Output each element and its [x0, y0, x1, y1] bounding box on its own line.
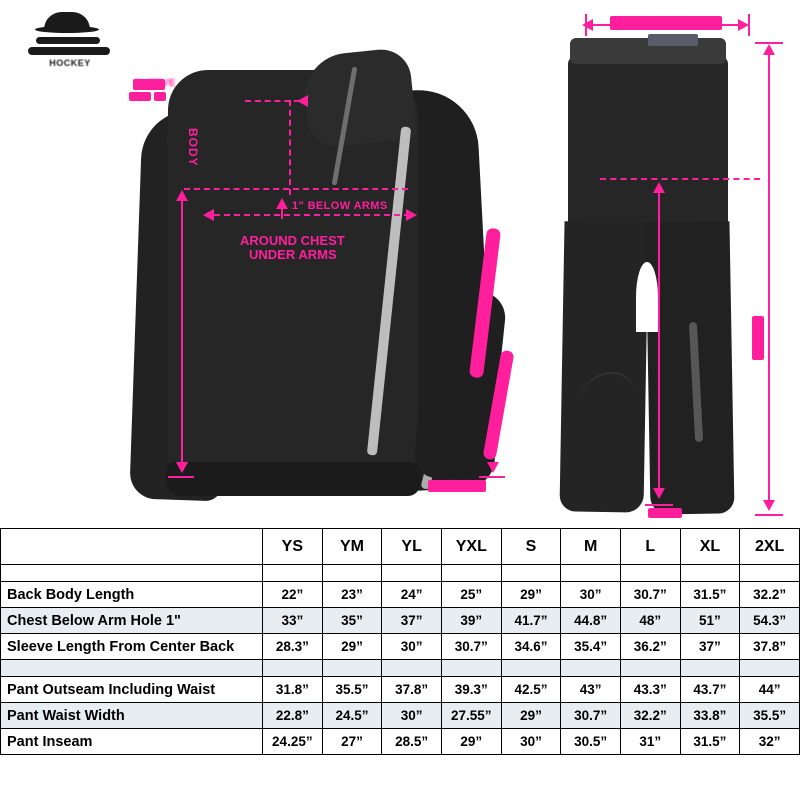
table-header-ym: YM [322, 529, 382, 565]
logo-bar-lower [28, 47, 110, 55]
table-row [1, 608, 800, 634]
cell: 31.5” [680, 582, 740, 608]
inseam-cap-bottom [645, 504, 673, 506]
cell: 51” [680, 608, 740, 634]
table-row [1, 582, 800, 608]
table-header-yxl: YXL [441, 529, 501, 565]
cell: 48” [620, 608, 680, 634]
outseam-arrow-down [763, 500, 775, 511]
cell: 29” [501, 703, 561, 729]
cell: 24” [382, 582, 442, 608]
cell: 28.3” [263, 634, 323, 660]
table-header-yl: YL [382, 529, 442, 565]
cell: 35” [322, 608, 382, 634]
inseam-line [658, 190, 660, 490]
table-header-xl: XL [680, 529, 740, 565]
sleeve-label-topleft: SLEEVE [134, 78, 176, 89]
cell: 27.55” [441, 703, 501, 729]
inseam-label-blob [648, 508, 682, 518]
row-label-sleeve-length: Sleeve Length From Center Back [1, 634, 263, 660]
cell: 24.5” [322, 703, 382, 729]
waist-width-label: WAIST WIDTH [612, 16, 691, 28]
cell: 35.5” [322, 677, 382, 703]
cell: 37.8” [740, 634, 800, 660]
waist-width-cap-left [585, 14, 587, 36]
cell: 30” [561, 582, 621, 608]
table-row [1, 677, 800, 703]
body-length-cap-bottom [168, 476, 194, 478]
row-label-back-body-length: Back Body Length [1, 582, 263, 608]
cell: 30.7” [441, 634, 501, 660]
cell: 34.6” [501, 634, 561, 660]
cell: 32” [740, 729, 800, 755]
cell: 33” [263, 608, 323, 634]
cell: 30.7” [620, 582, 680, 608]
pants-left-leg [559, 221, 648, 512]
brand-logo [14, 10, 124, 72]
below-arms-dashed-line [184, 188, 408, 190]
cell: 32.2” [740, 582, 800, 608]
sleeve-label-blob-b [129, 92, 151, 101]
row-label-chest-below-arm-hole: Chest Below Arm Hole 1" [1, 608, 263, 634]
below-arms-tick [281, 205, 283, 219]
cell: 39.3” [441, 677, 501, 703]
cell: 44.8” [561, 608, 621, 634]
center-back-dashed-drop [289, 100, 291, 195]
waist-width-cap-right [748, 14, 750, 36]
cell: 35.4” [561, 634, 621, 660]
inseam-arrow-up [653, 182, 665, 193]
cell: 37.8” [382, 677, 442, 703]
cell: 32.2” [620, 703, 680, 729]
cell: 37” [680, 634, 740, 660]
outseam-cap-top [755, 42, 783, 44]
size-table [0, 528, 800, 755]
cell: 30.5” [561, 729, 621, 755]
chest-label-line2: UNDER ARMS [249, 247, 337, 262]
waist-width-arrow-left [582, 19, 593, 31]
cell: 35.5” [740, 703, 800, 729]
center-back-dashed-line [245, 100, 300, 102]
cell: 27” [322, 729, 382, 755]
cell: 22” [263, 582, 323, 608]
logo-bar-upper [36, 37, 100, 44]
cell: 31” [620, 729, 680, 755]
cell: 36.2” [620, 634, 680, 660]
cell: 43.7” [680, 677, 740, 703]
sleeve-label-blob-c [154, 92, 166, 101]
table-row [1, 634, 800, 660]
row-label-pant-outseam: Pant Outseam Including Waist [1, 677, 263, 703]
hem-cap-right [479, 476, 505, 478]
outseam-arrow-up [763, 44, 775, 55]
row-label-pant-waist-width: Pant Waist Width [1, 703, 263, 729]
pants-crotch-gap [636, 262, 658, 332]
table-header-ys: YS [263, 529, 323, 565]
cell: 30.7” [561, 703, 621, 729]
cell: 43.3” [620, 677, 680, 703]
cell: 54.3” [740, 608, 800, 634]
cell: 37” [382, 608, 442, 634]
cell: 30” [382, 703, 442, 729]
cell: 22.8” [263, 703, 323, 729]
cell: 31.8” [263, 677, 323, 703]
table-spacer-row-mid [1, 660, 800, 677]
cell: 29” [501, 582, 561, 608]
chest-dashed-line [214, 214, 410, 216]
cell: 24.25” [263, 729, 323, 755]
table-header-s: S [501, 529, 561, 565]
table-spacer-row-top [1, 565, 800, 582]
cell: 39” [441, 608, 501, 634]
chest-arrow-right [406, 209, 417, 221]
chest-arrow-left [203, 209, 214, 221]
cell: 23” [322, 582, 382, 608]
cell: 42.5” [501, 677, 561, 703]
pants-illustration [540, 22, 760, 522]
body-length-line [181, 196, 183, 464]
table-header-row [1, 529, 800, 565]
cell: 30” [382, 634, 442, 660]
jacket-hem [166, 462, 420, 496]
hem-arrow-right [487, 462, 499, 473]
body-length-arrow-up [176, 190, 188, 201]
jacket-illustration [130, 30, 530, 500]
cell: 25” [441, 582, 501, 608]
below-arms-label: 1" BELOW ARMS [292, 200, 388, 212]
pants-waist-tag [648, 34, 698, 46]
cell: 28.5” [382, 729, 442, 755]
chest-label-line1: AROUND CHEST [240, 233, 345, 248]
cell: 29” [322, 634, 382, 660]
logo-wordmark: HOCKEY [49, 58, 91, 68]
table-row [1, 729, 800, 755]
sleeve-label-right: SLEEVE [432, 480, 474, 491]
table-row [1, 703, 800, 729]
cell: 44” [740, 677, 800, 703]
cell: 33.8” [680, 703, 740, 729]
table-header-l: L [620, 529, 680, 565]
outseam-label-blob [752, 316, 764, 360]
cell: 30” [501, 729, 561, 755]
row-label-pant-inseam: Pant Inseam [1, 729, 263, 755]
outseam-line [768, 52, 770, 502]
center-back-arrow [297, 95, 308, 107]
outseam-cap-bottom [755, 514, 783, 516]
cell: 43” [561, 677, 621, 703]
inseam-dashed-line [600, 178, 760, 180]
logo-helmet-icon [44, 12, 90, 32]
table-header-2xl: 2XL [740, 529, 800, 565]
cell: 41.7” [501, 608, 561, 634]
cell: 29” [441, 729, 501, 755]
cell: 31.5” [680, 729, 740, 755]
jacket-body-label: BODY [186, 128, 200, 167]
table-header-blank [1, 529, 263, 565]
table-header-m: M [561, 529, 621, 565]
inseam-arrow-down [653, 488, 665, 499]
hem-arrow-left [176, 462, 188, 473]
